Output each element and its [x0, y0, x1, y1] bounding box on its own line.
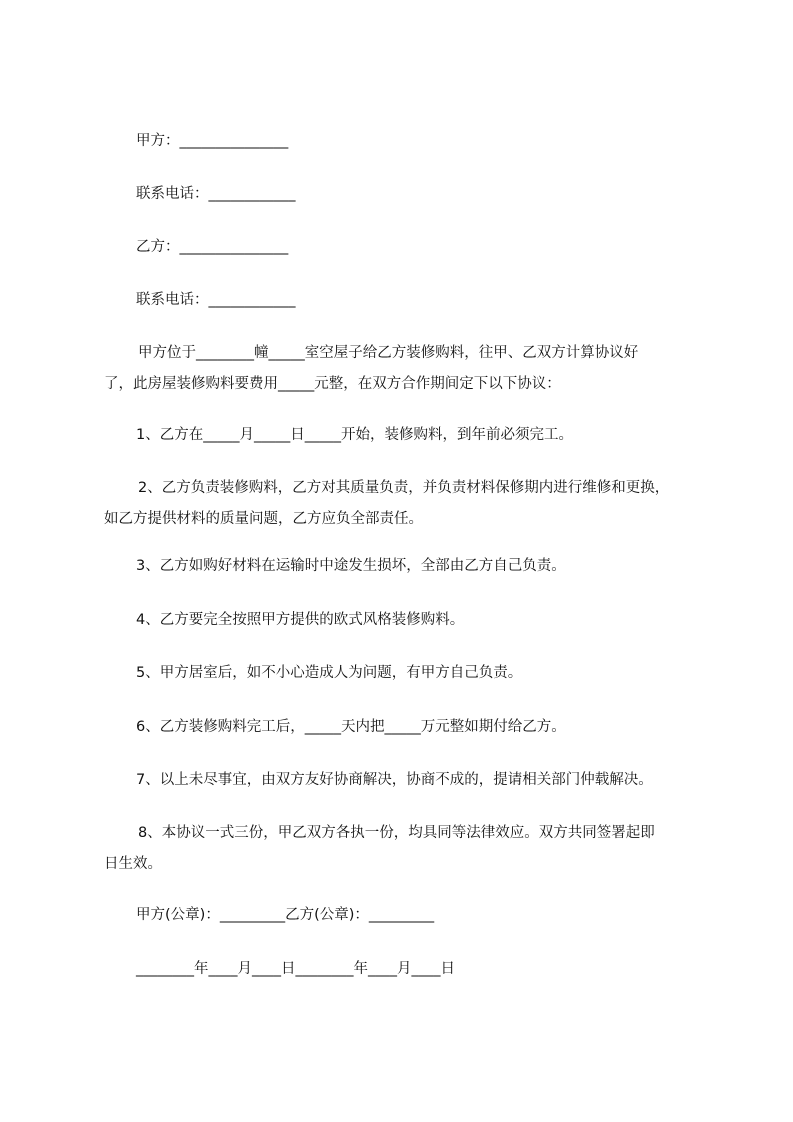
intro-paragraph: [104, 338, 638, 400]
clause-8: [104, 818, 655, 880]
party-a-phone-line: 联系电话：____________: [136, 186, 296, 202]
clause-2-line-1: 2、乙方负责装修购料，乙方对其质量负责，并负责材料保修期内进行维修和更换，: [138, 480, 670, 496]
clause-5: 5、甲方居室后，如不小心造成人为问题，有甲方自己负责。: [136, 665, 523, 681]
party-a-line: 甲方：_______________: [136, 133, 289, 149]
clause-2-line-2: 如乙方提供材料的质量问题，乙方应负全部责任。: [104, 511, 423, 527]
date-line: ________年____月____日________年____月____日: [136, 961, 455, 977]
clause-7: 7、以上未尽事宜，由双方友好协商解决，协商不成的，提请相关部门仲载解决。: [136, 772, 653, 788]
clause-6: 6、乙方装修购料完工后，_____天内把_____万元整如期付给乙方。: [136, 719, 566, 735]
clause-8-line-1: 8、本协议一式三份，甲乙双方各执一份，均具同等法律效应。双方共同签署起即: [138, 825, 655, 841]
clause-2: [104, 473, 669, 535]
party-b-line: 乙方：_______________: [136, 239, 289, 255]
clause-8-line-2: 日生效。: [104, 856, 162, 872]
intro-line-2: 了，此房屋装修购料要费用_____元整，在双方合作期间定下以下协议：: [104, 376, 561, 392]
party-b-phone-line: 联系电话：____________: [136, 292, 296, 308]
clause-4: 4、乙方要完全按照甲方提供的欧式风格装修购料。: [136, 612, 465, 628]
signature-line: 甲方(公章)：_________乙方(公章)：_________: [136, 907, 435, 923]
clause-1: 1、乙方在_____月_____日_____开始，装修购料，到年前必须完工。: [136, 427, 573, 443]
intro-line-1: 甲方位于________幢_____室空屋子给乙方装修购料，往甲、乙双方计算协议好: [138, 345, 639, 361]
clause-3: 3、乙方如购好材料在运输时中途发生损坏，全部由乙方自己负责。: [136, 558, 566, 574]
